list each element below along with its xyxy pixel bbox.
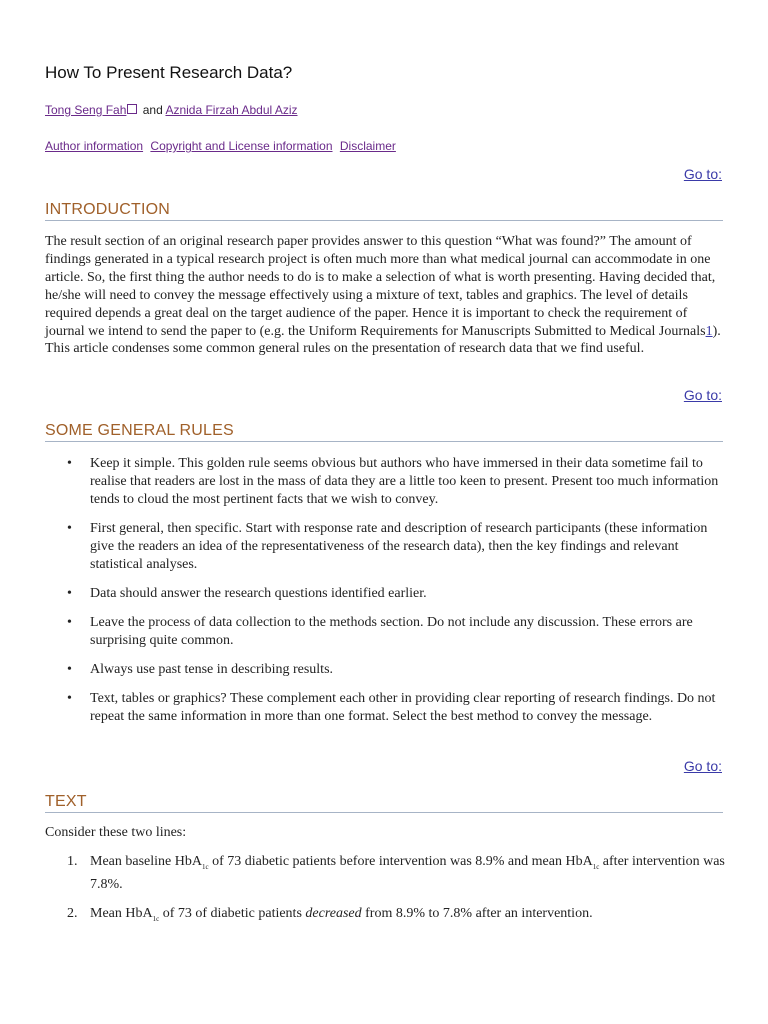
list-item [45, 520, 725, 574]
introduction-paragraph [45, 233, 725, 358]
author-line [45, 103, 298, 117]
page-title: How To Present Research Data? [45, 63, 293, 82]
bullet: • [67, 521, 72, 536]
list-item [45, 614, 725, 650]
bullet: • [67, 586, 72, 601]
list-item-text: Leave the process of data collection to the methods section. Do not include any discussion. These errors are surprising quite common. [90, 615, 693, 648]
emphasis-text: decreased [305, 905, 362, 921]
subscript: 1c [152, 914, 160, 923]
list-item-text: Always use past tense in describing results. [90, 662, 334, 677]
list-text: of 73 diabetic patients before intervention was 8.9% and mean HbA [208, 854, 593, 869]
article-meta-links [45, 139, 400, 153]
text-section-intro: Consider these two lines: [45, 825, 187, 840]
introduction-text-end: ). This article condenses some common general rules on the presentation of research data that we find useful. [45, 323, 721, 357]
list-item [45, 661, 725, 679]
list-item-text: Data should answer the research questions identified earlier. [90, 586, 427, 601]
list-item-text: Text, tables or graphics? These complement each other in providing clear reporting of research findings. Do not repeat the same information in more than one format. Select the best method to convey the message. [90, 691, 716, 724]
list-item [45, 853, 725, 894]
goto-link[interactable]: Go to: [683, 166, 722, 182]
list-item [45, 585, 725, 603]
disclaimer-link[interactable]: Disclaimer [339, 139, 396, 153]
list-item [45, 905, 725, 928]
list-text: after intervention was 7.8%. [90, 854, 725, 892]
subscript: 1c [201, 862, 209, 871]
copyright-license-link[interactable]: Copyright and License information [150, 139, 333, 153]
section-heading-general-rules: SOME GENERAL RULES [45, 422, 723, 442]
subscript: 1c [592, 862, 600, 871]
list-number: 1. [67, 854, 78, 869]
list-number: 2. [67, 905, 78, 921]
general-rules-list [45, 455, 725, 737]
list-item [45, 455, 725, 509]
bullet: • [67, 456, 72, 471]
bullet: • [67, 662, 72, 677]
section-heading-text: TEXT [45, 793, 723, 813]
bullet: • [67, 691, 72, 706]
introduction-text: The result section of an original research paper provides answer to this question “What was found?” The amount of findings generated in a typical research project is often much more than what medical journal can accommodate in one article. So, the first thing the author needs to do is to make a selection of what is worth presenting. Having decided that, he/she will need to convey the message effectively using a mixture of text, tables and graphics. The level of details required depends a great deal on the target audience of the paper. Hence it is important to check the requirement of journal we intend to send the paper to (e.g. the Uniform Requirements for Manuscripts Submitted to Medical Journals [45, 234, 716, 339]
list-item [45, 690, 725, 726]
goto-link[interactable]: Go to: [683, 758, 722, 774]
author-link-2[interactable]: Aznida Firzah Abdul Aziz [165, 103, 298, 117]
section-heading-introduction: INTRODUCTION [45, 201, 723, 221]
author-information-link[interactable]: Author information [45, 139, 144, 153]
list-text: from 8.9% to 7.8% after an intervention. [361, 905, 593, 921]
bullet: • [67, 615, 72, 630]
list-item-text: Keep it simple. This golden rule seems obvious but authors who have immersed in their data sometime fail to realise that readers are lost in the mass of data they are a little too keen to present. Present too much information tends to cloud the most pertinent facts that we wish to convey. [90, 456, 719, 507]
example-lines-list [45, 853, 725, 939]
author-connector: and [142, 103, 163, 117]
list-text: Mean baseline HbA [90, 854, 202, 869]
author-link-1[interactable]: Tong Seng Fah [45, 103, 127, 117]
reference-link[interactable]: 1 [705, 323, 713, 339]
goto-link[interactable]: Go to: [683, 387, 722, 403]
list-text: Mean HbA [90, 905, 153, 921]
list-text: of 73 of diabetic patients [159, 905, 306, 921]
list-item-text: First general, then specific. Start with response rate and description of research participants (these information give the readers an idea of the representativeness of the research data), then the key findings and relevant statistical analyses. [90, 521, 708, 572]
email-icon[interactable] [127, 104, 137, 114]
